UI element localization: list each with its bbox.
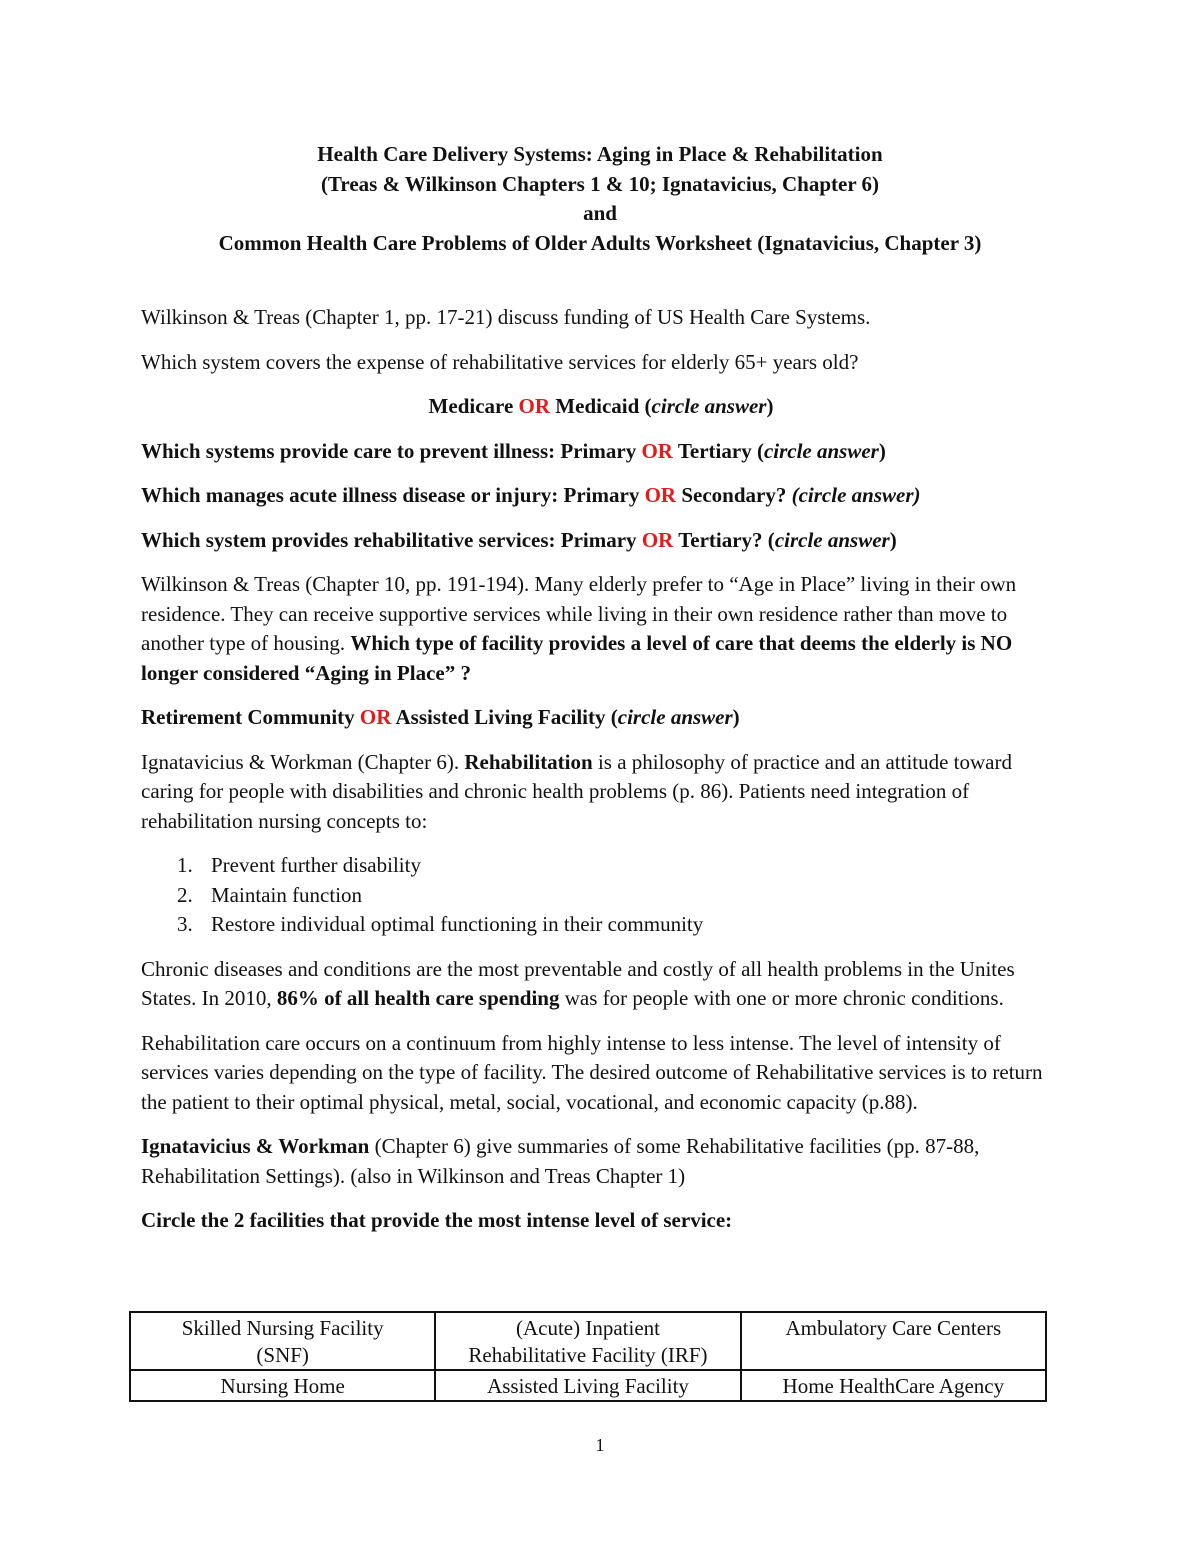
- cell-line: Home HealthCare Agency: [782, 1374, 1005, 1398]
- question-option: Tertiary (: [677, 438, 764, 463]
- circle-instruction: Circle the 2 facilities that provide the most intense level of service:: [141, 1208, 733, 1232]
- circle-answer-hint: circle answer: [774, 527, 890, 552]
- question-prevent-illness: [141, 437, 1061, 467]
- paren-open: (: [644, 394, 652, 418]
- chronic-before: Chronic diseases and conditions are the most preventable and costly of all health problems in the Unites States. In 2010,: [141, 956, 1015, 1010]
- or-label: OR: [641, 438, 673, 463]
- facility-cell-irf[interactable]: [435, 1312, 740, 1370]
- title-line-2: (Treas & Wilkinson Chapters 1 & 10; Ignatavicius, Chapter 6): [320, 171, 880, 196]
- summaries-paragraph: [141, 1132, 1061, 1191]
- option-retirement-community[interactable]: Retirement Community: [141, 705, 355, 729]
- chronic-after: was for people with one or more chronic conditions.: [564, 986, 1004, 1010]
- paren-close: ): [889, 527, 897, 552]
- title-line-4: Common Health Care Problems of Older Adults Worksheet (Ignatavicius, Chapter 3): [218, 230, 982, 255]
- list-text: Restore individual optimal functioning in their community: [211, 912, 704, 936]
- list-number: 3.: [177, 912, 193, 936]
- question-text: Which system provides rehabilitative services: Primary: [141, 527, 637, 552]
- cell-line: Ambulatory Care Centers: [785, 1316, 1002, 1340]
- list-item: [141, 910, 1061, 940]
- or-label: OR: [641, 527, 674, 552]
- question-medicare-medicaid: [141, 392, 1061, 422]
- option-medicare[interactable]: Medicare: [428, 394, 514, 418]
- rehab-lead: Ignatavicius & Workman (Chapter 6).: [141, 749, 460, 774]
- page-number: 1: [595, 1435, 605, 1455]
- question-option: Secondary?: [681, 483, 787, 507]
- question-text: Which manages acute illness disease or injury: Primary: [141, 483, 640, 507]
- circle-answer-hint: (circle answer): [791, 483, 921, 507]
- list-item: [141, 851, 1061, 881]
- circle-answer-hint: circle answer: [763, 438, 879, 463]
- list-number: 2.: [177, 882, 193, 907]
- table-row: [130, 1312, 1046, 1370]
- or-label: OR: [644, 483, 677, 507]
- funding-paragraph: Wilkinson & Treas (Chapter 1, pp. 17-21) discuss funding of US Health Care Systems.: [141, 305, 871, 329]
- facility-cell-home-health[interactable]: [741, 1370, 1046, 1401]
- title-line-1: Health Care Delivery Systems: Aging in Place & Rehabilitation: [317, 142, 883, 166]
- rehab-concepts-list: [141, 851, 1061, 940]
- or-label: OR: [518, 394, 551, 418]
- chronic-disease-paragraph: [141, 955, 1061, 1014]
- paren-close: ): [878, 438, 886, 463]
- list-number: 1.: [177, 853, 193, 877]
- funding-question: Which system covers the expense of rehabilitative services for elderly 65+ years old?: [141, 349, 859, 374]
- chronic-highlight: 86% of all health care spending: [276, 986, 560, 1010]
- list-text: Prevent further disability: [211, 853, 421, 877]
- aging-text: Wilkinson & Treas (Chapter 10, pp. 191-194). Many elderly prefer to “Age in Place” living in their own residence. They can receive supportive services while living in their own residence rather than move to another type of housing.: [141, 572, 1017, 655]
- question-rehabilitative-services: [141, 526, 1061, 556]
- facility-cell-nursing-home[interactable]: [130, 1370, 435, 1401]
- facilities-table: [129, 1311, 1047, 1402]
- cell-line: Rehabilitative Facility (IRF): [468, 1343, 708, 1367]
- worksheet-body: [141, 303, 1061, 1251]
- option-assisted-living[interactable]: Assisted Living Facility (: [395, 705, 618, 729]
- table-row: [130, 1370, 1046, 1401]
- rehab-term: Rehabilitation: [464, 749, 593, 774]
- cell-line: Skilled Nursing Facility: [181, 1316, 384, 1340]
- cell-line: Nursing Home: [220, 1374, 345, 1398]
- facility-cell-assisted-living[interactable]: [435, 1370, 740, 1401]
- cell-line: (Acute) Inpatient: [515, 1316, 660, 1340]
- rehabilitation-paragraph: [141, 748, 1061, 837]
- aging-question: Which type of facility provides a level of care that deems the elderly is NO longer considered “Aging in Place” ?: [141, 631, 1013, 685]
- question-facility-type: [141, 703, 1061, 733]
- summaries-lead: Ignatavicius & Workman: [141, 1134, 370, 1158]
- question-text: Which systems provide care to prevent illness: Primary: [141, 438, 637, 463]
- question-option: Tertiary? (: [678, 527, 775, 552]
- circle-answer-hint: circle answer: [617, 705, 733, 729]
- or-label: OR: [359, 705, 392, 729]
- summaries-rest: (Chapter 6) give summaries of some Rehabilitative facilities (pp. 87-88, Rehabilitation Settings). (also in Wilkinson and Treas Chapter 1): [141, 1134, 980, 1188]
- list-item: [141, 881, 1061, 911]
- circle-answer-hint: circle answer: [651, 394, 767, 418]
- list-text: Maintain function: [211, 882, 363, 907]
- paren-close: ): [732, 705, 740, 729]
- continuum-paragraph: Rehabilitation care occurs on a continuum from highly intense to less intense. The level of intensity of services varies depending on the type of facility. The desired outcome of Rehabilitative services is to return the patient to their optimal physical, metal, social, vocational, and economic capacity (p.88).: [141, 1030, 1043, 1114]
- cell-line: (SNF): [256, 1343, 309, 1367]
- facility-cell-snf[interactable]: [130, 1312, 435, 1370]
- option-medicaid[interactable]: Medicaid: [555, 394, 640, 418]
- worksheet-title: [0, 140, 1200, 258]
- paren-close: ): [766, 394, 774, 418]
- facility-cell-ambulatory[interactable]: [741, 1312, 1046, 1370]
- aging-in-place-paragraph: [141, 570, 1061, 688]
- rehab-rest: is a philosophy of practice and an attitude toward caring for people with disabilities and chronic health problems (p. 86). Patients need integration of rehabilitation nursing concepts to:: [141, 749, 1012, 833]
- question-acute-illness: [141, 481, 1061, 511]
- cell-line: Assisted Living Facility: [487, 1374, 689, 1398]
- title-line-3: and: [583, 201, 617, 225]
